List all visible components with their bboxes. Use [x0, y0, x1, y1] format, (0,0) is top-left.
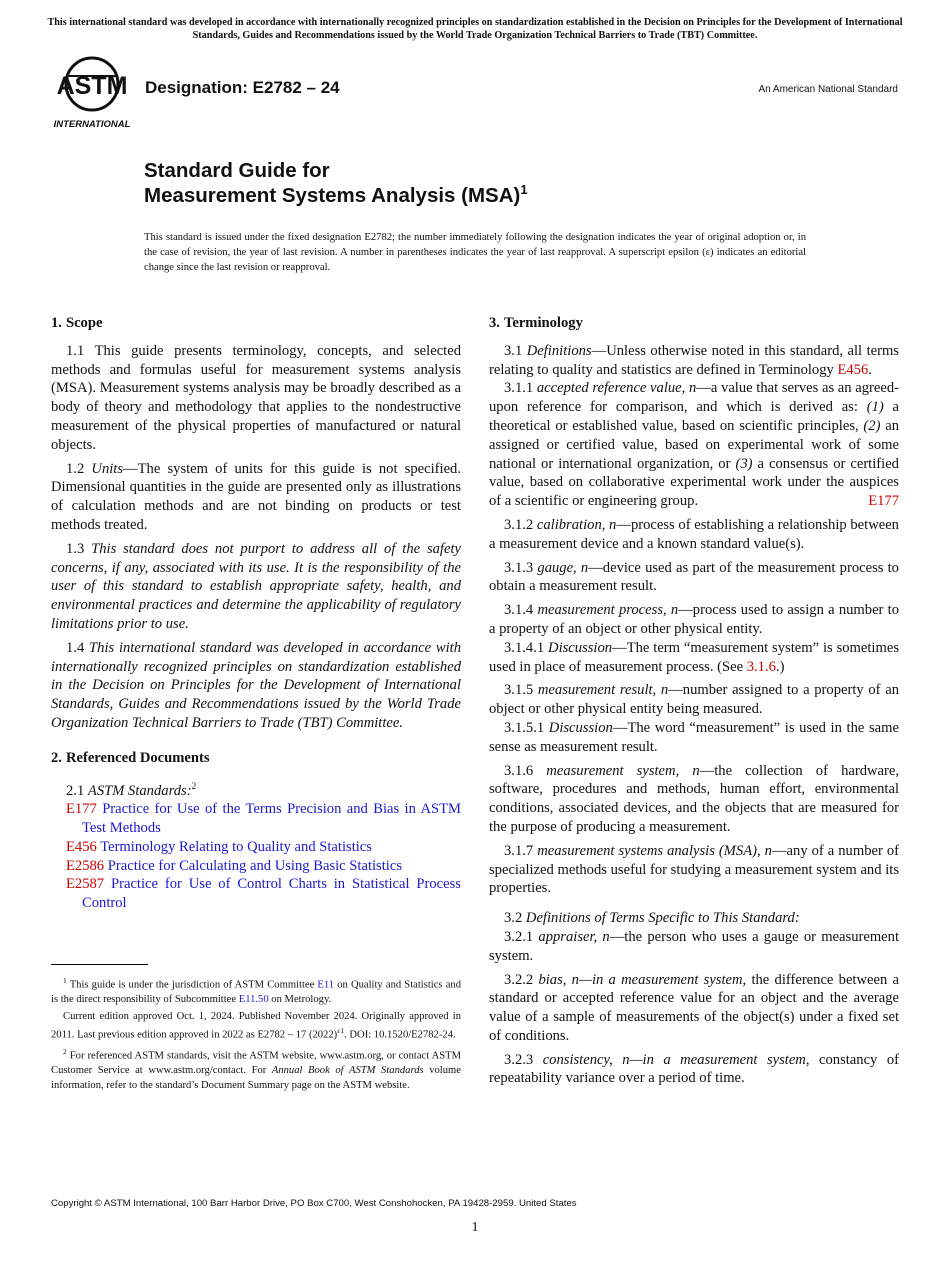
paragraph-2-1	[51, 777, 461, 801]
reference-link[interactable]: E456	[837, 361, 869, 378]
epsilon-mark: ε1	[337, 1026, 345, 1036]
definition-text: a theoretical or established value, based on scientific principles,	[489, 399, 899, 434]
para-number: 3.2	[504, 910, 523, 927]
definition-text: —the person who uses a gauge or measurement system.	[489, 928, 900, 964]
footnote-text: . DOI: 10.1520/E2782-24.	[344, 1029, 456, 1041]
national-standard-label: An American National Standard	[758, 84, 898, 95]
copyright: Copyright © ASTM International, 100 Barr Harbor Drive, PO Box C700, West Conshohocken, PA 19428-2959. United States	[51, 1198, 577, 1209]
reference-title-link[interactable]: Terminology Relating to Quality and Statistics	[100, 838, 372, 855]
logo-subtext: INTERNATIONAL	[53, 119, 131, 130]
para-number: 3.1.5	[504, 682, 534, 699]
definition-text: —The term “measurement system” is sometimes used in place of measurement process. (See	[489, 639, 899, 675]
reference-link[interactable]: 3.1.6	[746, 658, 776, 675]
definition-3-1-5-1	[489, 719, 899, 757]
definition-text: , the difference between a standard or accepted reference value for an object and the average value of a sample of measurements of the object(s) under a fixed set of conditions.	[489, 971, 900, 1044]
para-text: This guide presents terminology, concepts, and selected methods and formulas useful for measurement systems analysis (MSA). Measurement systems analysis may be broadly described as a body of theory and methodology that applies to the nondestructive measurement of the physical properties of manufactured or natural objects.	[51, 342, 461, 453]
definition-text: —number assigned to a property of an object or other physical entity being measured.	[489, 682, 899, 718]
para-number: 3.1.4	[504, 602, 534, 619]
definition-text: —a value that serves as an agreed-upon reference for comparison, and which is derived as:	[489, 380, 899, 416]
footnote-mark: 2	[191, 780, 197, 791]
left-column	[51, 314, 461, 913]
para-number: 3.1.7	[504, 842, 534, 859]
definition-text: —The word “measurement” is used in the same sense as measurement result.	[489, 719, 899, 755]
para-number: 3.2.3	[504, 1051, 534, 1068]
logo-text: ASTM	[56, 72, 128, 100]
footnote-text: Annual Book of ASTM Standards	[271, 1065, 424, 1077]
term: Definitions	[526, 342, 592, 359]
footnote-text: This guide is under the jurisdiction of ASTM Committee	[69, 979, 318, 991]
section-heading-terminology	[489, 314, 899, 333]
para-text: This standard does not purport to address all of the safety concerns, if any, associated with its use. It is the responsibility of the user of this standard to establish appropriate safety, health, and environmental practices and determine the applicability of regulatory limitations prior to use.	[51, 540, 461, 632]
term: bias, n—in a measurement system	[538, 971, 743, 988]
definition-text: —any of a number of specialized methods useful for studying a measurement system and its properties.	[489, 842, 899, 897]
title-footnote-mark: 1	[520, 182, 528, 197]
definition-3-1-4-1	[489, 639, 899, 677]
footnote-text: on Quality and Statistics and is the direct responsibility of Subcommittee	[51, 979, 461, 1006]
list-marker: (2)	[863, 417, 881, 434]
para-number: 3.1.6	[504, 762, 534, 779]
definition-3-1-5	[489, 681, 899, 719]
para-number: 3.1	[504, 342, 523, 359]
section-title: Referenced Documents	[65, 749, 210, 766]
footnote-1-edition	[51, 1010, 461, 1044]
reference-title-link[interactable]: Practice for Calculating and Using Basic Statistics	[107, 857, 403, 874]
astm-logo-icon	[52, 52, 136, 132]
right-column	[489, 314, 899, 1093]
footnote-1	[51, 974, 461, 1008]
definition-text: , constancy of repeatability variance over a period of time.	[489, 1051, 899, 1087]
footnote-text: For referenced ASTM standards, visit the ASTM website, www.astm.org, or contact ASTM Customer Service at www.astm.org/contact. For	[51, 1050, 462, 1077]
reference-code-link[interactable]: E2587	[66, 876, 105, 893]
footnote-divider	[51, 964, 148, 965]
title-line-2	[144, 183, 528, 208]
paragraph-1-3	[51, 540, 461, 634]
term: appraiser, n	[538, 928, 610, 945]
definition-text: —device used as part of the measurement process to obtain a measurement result.	[489, 559, 899, 595]
term: accepted reference value, n	[536, 380, 697, 397]
definition-text: —process used to assign a number to a property of an object or other physical entity.	[489, 602, 899, 637]
title-line-2-text: Measurement Systems Analysis (MSA)	[144, 184, 521, 207]
term: measurement systems analysis (MSA), n	[537, 842, 772, 859]
definition-3-1-4	[489, 601, 899, 639]
definition-3-1-7	[489, 842, 899, 898]
referenced-item-e177[interactable]	[51, 800, 461, 838]
definition-text: —the collection of hardware, software, procedures and methods, human effort, environmental conditions, associated devices, and the objects that are measured for the purpose of producing a measurement.	[489, 762, 899, 835]
para-text: —The system of units for this guide is not specified. Dimensional quantities in the guide are presented only as illustrations of calculation methods and are not binding on products or test methods treated.	[51, 460, 461, 533]
paragraph-1-4	[51, 639, 461, 733]
definition-3-1-2	[489, 516, 899, 554]
definition-text: a consensus or certified value, based on collaborative experimental work under the auspices of a scientific or engineering group.	[489, 455, 899, 510]
reference-code-link[interactable]: E2586	[66, 857, 105, 874]
designation: Designation: E2782 – 24	[145, 78, 340, 97]
footnote-text: on Metrology.	[268, 994, 332, 1006]
para-term: Units	[91, 460, 124, 477]
reference-title-link[interactable]: Practice for Use of Control Charts in Statistical Process Control	[82, 876, 461, 912]
definition-3-2-2	[489, 971, 899, 1046]
term: measurement system, n	[546, 762, 700, 779]
term: measurement result, n	[537, 682, 669, 699]
reference-code-link[interactable]: E456	[66, 838, 97, 855]
document-title	[144, 158, 528, 208]
referenced-item-e2586[interactable]	[51, 857, 461, 876]
banner-notice: This international standard was developed in accordance with internationally recognized principles on standardization established in the Decision on Principles for the Development of International Standards, Guides and Recommendations issued by the World Trade Organization Technical Barriers to Trade (TBT) Committee.	[47, 17, 903, 41]
list-marker: (1)	[866, 399, 884, 416]
para-number: 1.2	[66, 460, 85, 477]
para-number: 3.2.2	[504, 971, 534, 988]
paragraph-1-2	[51, 460, 461, 535]
reference-link[interactable]: E177	[868, 493, 899, 510]
section-number: 3.	[489, 315, 500, 331]
para-number: 3.2.1	[504, 928, 534, 945]
para-number: 1.4	[66, 639, 85, 656]
title-line-1: Standard Guide for	[144, 159, 330, 182]
footnote-2	[51, 1045, 461, 1093]
definition-3-1-1	[489, 379, 899, 511]
term: Discussion	[548, 719, 613, 736]
referenced-item-e2587[interactable]	[51, 875, 461, 913]
term: measurement process, n	[537, 602, 679, 619]
section-number: 1.	[51, 315, 62, 331]
para-number: 3.1.4.1	[504, 639, 545, 656]
footnote-text: Current edition approved Oct. 1, 2024. Published November 2024. Originally approved in 2011. Last previous edition approved in 2022 as E2782 – 17 (2022)	[51, 1010, 461, 1041]
footnotes	[51, 974, 461, 1095]
section-title: Terminology	[503, 315, 583, 331]
definition-3-1-6	[489, 762, 899, 837]
paragraph-1-1	[51, 342, 461, 455]
definition-3-2-1	[489, 928, 899, 966]
definition-text: —Unless otherwise noted in this standard, all terms relating to quality and statistics are defined in Terminology	[489, 342, 899, 378]
para-number: 1.3	[66, 540, 85, 557]
page-number: 1	[471, 1220, 479, 1235]
footnote-mark: 2	[63, 1047, 67, 1057]
committee-link[interactable]: E11	[317, 979, 335, 991]
section-heading-scope	[51, 314, 461, 333]
section-number: 2.	[51, 749, 62, 766]
definition-text: an assigned or certified value, based on experimental work of some national or international organization, or	[489, 417, 899, 472]
para-number: 3.1.2	[504, 516, 534, 533]
definition-3-1: 3.1 Definitions—Unless otherwise noted in this standard, all terms relating to quality and statistics are defined in Terminology E456.	[489, 342, 899, 378]
term: gauge, n	[537, 559, 589, 576]
section-heading-referenced-documents	[51, 749, 461, 768]
para-number: 3.1.5.1	[504, 719, 545, 736]
term: Discussion	[548, 639, 613, 656]
list-marker: (3)	[735, 455, 753, 472]
subcommittee-link[interactable]: E11.50	[238, 994, 269, 1006]
footnote-mark: 1	[63, 976, 67, 985]
section-title: Scope	[65, 315, 103, 331]
definition-3-2-3	[489, 1051, 899, 1089]
referenced-item-e456[interactable]	[51, 838, 461, 857]
definition-text: .)	[775, 658, 785, 675]
term: consistency, n—in a measurement system	[542, 1051, 806, 1068]
term: calibration, n	[536, 516, 617, 533]
reference-title-link[interactable]: Practice for Use of the Terms Precision and Bias in ASTM Test Methods	[82, 801, 461, 836]
reference-code-link[interactable]: E177	[66, 801, 97, 818]
para-term: ASTM Standards:	[87, 782, 192, 799]
para-number: 3.1.3	[504, 559, 534, 576]
footnote-text: volume information, refer to the standard’s Document Summary page on the ASTM website.	[51, 1065, 461, 1091]
para-number: 2.1	[66, 782, 85, 799]
para-number: 1.1	[66, 342, 85, 359]
para-text: This international standard was developed in accordance with internationally recognized principles on standardization established in the Decision on Principles for the Development of International Standards, Guides and Recommendations issued by the World Trade Organization Technical Barriers to Trade (TBT) Committee.	[51, 639, 462, 731]
definition-3-2	[489, 909, 899, 928]
definition-text: —process of establishing a relationship between a measurement device and a known standard value(s).	[489, 516, 899, 552]
term: Definitions of Terms Specific to This Standard:	[525, 910, 800, 927]
definition-3-1-3	[489, 559, 899, 597]
issue-note: This standard is issued under the fixed designation E2782; the number immediately following the designation indicates the year of original adoption or, in the case of revision, the year of last revision. A number in parentheses indicates the year of last reapproval. A superscript epsilon (ε) indicates an editorial change since the last revision or reapproval.	[144, 232, 806, 273]
para-number: 3.1.1	[504, 380, 534, 397]
